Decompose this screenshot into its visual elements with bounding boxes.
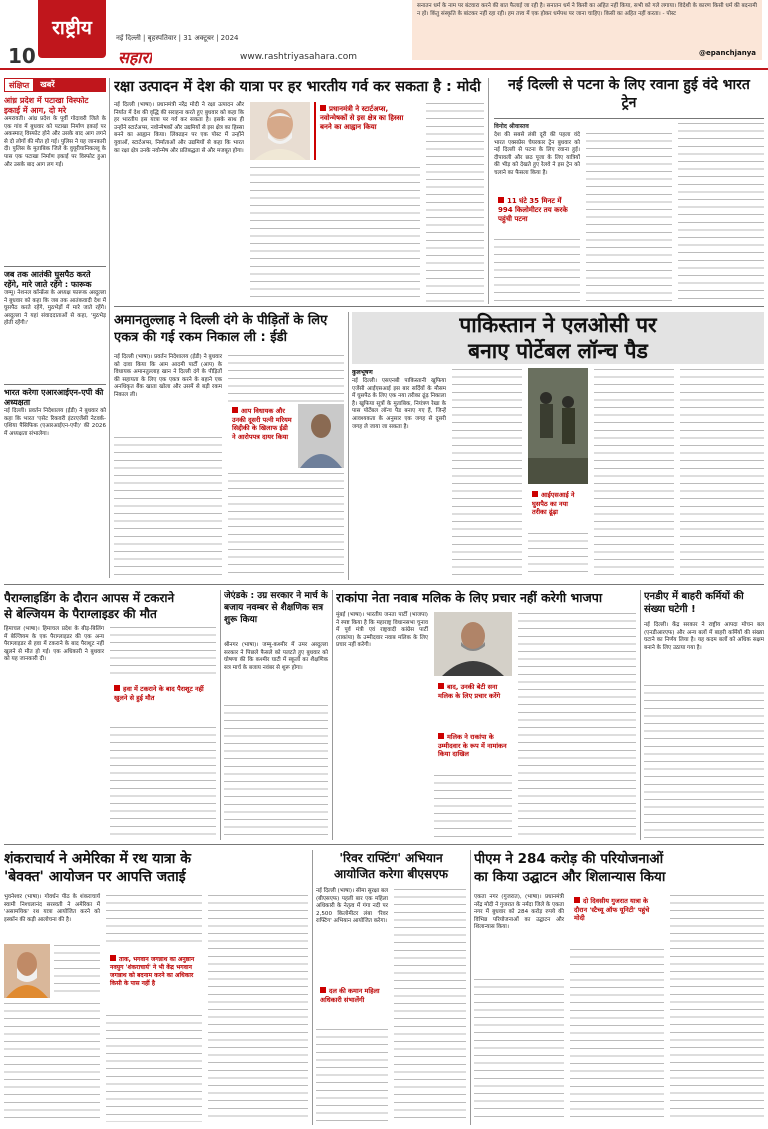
column-rule (488, 78, 489, 304)
masthead (0, 0, 768, 72)
column-rule (332, 590, 333, 840)
story-body-continued (594, 368, 674, 578)
soldiers-icon (528, 368, 588, 484)
story-headline-line-2: बनाए पोर्टेबल लॉन्च पैड (468, 339, 648, 363)
story-quote-text: मलिक ने राकांपा के उम्मीदवार के रूप में नामांकन किया दाखिल (438, 733, 507, 758)
header-quote: सनातन धर्म के नाम पर बंटवारा करने की बात फैलाई जा रही है। सनातन धर्म ने किसी का अहित नहीं किया, सभी को गले लगाया। विदेशी के कारण किसी धर्म की बदनामी न हो। किंतु संस्कृति के बांटकर नहीं रहा रही। हम तत्त्व में एक होकर धर्मपथ पर जाना चाहिए। किसी का अहित नहीं करता। - पोस्ट (417, 3, 758, 17)
sidebar-divider (4, 384, 106, 385)
story-quote (314, 102, 420, 160)
bullet-icon (320, 105, 326, 111)
story-river-rafting (316, 850, 466, 1125)
header-quote-box (412, 0, 762, 60)
story-body-continued (586, 132, 672, 302)
story-body: देश की सबसे लंबी दूरी की पहला वंदे भारत एक्सप्रेस चेयरकार ट्रेन बुधवार को नई दिल्ली से पटना के लिए रवाना हुई। दीपावली और छठ पूजा के लिए यात्रियों की भीड़ को देखते हुए रेलवे ने इस ट्रेन को चलाने का फैसला किया है। (494, 132, 580, 176)
portrait-icon (4, 944, 50, 998)
story-headline-line-2: से बेल्जियम के पैराग्लाइडर की मौत (4, 607, 157, 621)
sidebar-item-body: जम्मू। नेशनल कॉन्फ्रेंस के अध्यक्ष फारूक अब्दुल्ला ने बुधवार को कहा कि जब तक आतंकवादी देश में घुसपैठ करते रहेंगे, मुठभेड़ों में मारे जाते रहेंगे। अब्दुल्ला ने यहां संवाददाताओं से कहा, 'मुठभेड़ होती रहेंगी।' (4, 290, 106, 327)
story-byline: कुलभूषण (352, 369, 373, 376)
story-headline: राकांपा नेता नवाब मलिक के लिए प्रचार नहीं करेगी भाजपा (336, 590, 603, 605)
story-quote-text: दो दिवसीय गुजरात यात्रा के दौरान 'स्टैच्यू ऑफ यूनिटी' पहुंचे मोदी (574, 897, 650, 922)
story-quote (316, 984, 388, 1024)
shankaracharya-photo (4, 944, 50, 998)
sidebar-item-body: नई दिल्ली। प्रवर्तन निदेशालय (ईडी) ने बुधवार को कहा कि भारत 'एसेट रिकवरी इंटरएजेंसी नेटवर्क-एशिया पैसिफिक (एआरआईएन-एपी)' की 2026 में अध्यक्षता संभालेगा। (4, 408, 106, 437)
sidebar-item (4, 96, 106, 264)
story-body: नई दिल्ली। केंद्र सरकार ने राष्ट्रीय आपदा मोचन बल (एनडीआरएफ) और अन्य बलों में बाहरी कर्मियों की संख्या घटाने का निर्णय लिया है। यह कदम बलों को अधिक सक्षम बनाने के लिए उठाया गया है। (644, 622, 764, 651)
column-rule (348, 312, 349, 580)
sidebar-item-title: भारत करेगा एआरआईएन-एपी की अध्यक्षता (4, 388, 104, 407)
story-body: नई दिल्ली। एसएनबी पाकिस्तानी खुफिया एजेंसी आईएसआई इस बार सर्दियों के मौसम में घुसपैठ के लिए एक नया तरीका ढूंढ़ निकाला है। खुफिया सूत्रों के मुताबिक, नियंत्रण रेखा के पास पोर्टेबल लॉन्च पैड बनाए गए हैं, जिन्हें आवश्यकता के अनुसार एक जगह से दूसरी जगह ले जाया जा सकता है। (352, 378, 446, 430)
story-body: नई दिल्ली (भाषा)। सीमा सुरक्षा बल (बीएसएफ) पहली बार एक महिला अधिकारी के नेतृत्व में गंगा नदी पर 2,500 किलोमीटर लंबा 'रिवर राफ्टिंग' अभियान आयोजित करेगा। (316, 888, 389, 925)
story-body-continued (316, 1028, 388, 1122)
website-link[interactable]: www.rashtriyasahara.com (240, 52, 358, 62)
column-rule (220, 590, 221, 840)
paper-logo: सहारा (118, 48, 153, 67)
story-nda (644, 590, 764, 840)
story-headline-line-2: 'बेवक्त' आयोजन पर आपत्ति जताई (4, 869, 186, 885)
story-body-continued (670, 894, 764, 1122)
story-body-continued (680, 368, 764, 578)
story-body-continued (110, 626, 216, 678)
story-body-continued (4, 1002, 100, 1122)
story-body-continued (494, 238, 580, 302)
story-body: श्रीनगर (भाषा)। जम्मू-कश्मीर में उमर अब्दुल्ला सरकार ने पिछले फैसले को पलटते हुए बुधवार को घोषणा की कि कश्मीर घाटी में स्कूलों का शैक्षणिक सत्र मार्च के बजाय नवंबर से शुरू होगा। (224, 642, 328, 671)
story-paragliding (4, 590, 216, 840)
column-rule (470, 850, 471, 1125)
column-rule (312, 850, 313, 1125)
story-body-continued (224, 704, 328, 838)
story-body: नई दिल्ली (भाषा)। प्रधानमंत्री नरेंद्र मोदी ने रक्षा उत्पादन और निर्यात में देश की वृद्धि की सराहना करते हुए बुधवार को कहा कि हर भारतीय इस यात्रा पर गर्व कर सकता है। इसके साथ ही उन्होंने स्टार्टअप्स, नवोन्मेषकों और उद्यमियों से इस क्षेत्र का हिस्सा बनने का आह्वान किया। लिंक्डइन पर एक पोस्ट में उन्होंने युवाओं, स्टार्टअप्स, निर्माताओं और उद्यमियों से कहा कि भारत का रक्षा क्षेत्र उनके नवोन्मेष और प्रतिबद्धता से और मजबूत होगा। (114, 102, 245, 154)
story-modi (114, 78, 484, 304)
story-body-continued (394, 888, 466, 1122)
story-quote (228, 404, 296, 468)
story-quote (434, 680, 512, 728)
section-title: राष्ट्रीय (52, 17, 92, 39)
story-body-continued (518, 612, 636, 838)
story-body-continued (452, 368, 522, 578)
soldiers-photo (528, 368, 588, 484)
story-body-continued (474, 978, 564, 1122)
section-rule (4, 844, 764, 845)
column-rule (640, 590, 641, 840)
story-quote (106, 952, 202, 1010)
story-body-continued (228, 472, 344, 578)
ed-photo (298, 404, 344, 468)
story-headline-line-1: पाकिस्तान ने एलओसी पर (459, 313, 657, 337)
story-body-continued (434, 774, 512, 838)
bullet-icon (438, 683, 444, 689)
story-body-continued (644, 684, 764, 838)
story-body: हिमाचल (भाषा)। हिमाचल प्रदेश के बीड़-बिलिंग में बेल्जियम के एक पैराग्लाइडर की एक अन्य पैराग्लाइडर से हवा में टकराने के बाद पैराशूट नहीं खुलने से मौत हो गई। एक अधिकारी ने बुधवार को यह जानकारी दी। (4, 626, 104, 663)
malik-photo (434, 612, 512, 676)
story-quote-text: दल की कमान महिला अधिकारी संभालेंगी (320, 987, 380, 1004)
story-body: नई दिल्ली (भाषा)। प्रवर्तन निदेशालय (ईडी) ने बुधवार को दावा किया कि आम आदमी पार्टी (आप) के विधायक अमानतुल्लाह खान ने दिल्ली दंगे के पीड़ितों की सहायता के लिए एक एकत्र करने के बहाने एक अनधिकृत बैंक खाता खोला और उसमें से बड़ी रकम निकाल ली। (114, 354, 222, 398)
story-body-continued (106, 894, 202, 948)
header-handle: @epanchjanya (699, 49, 756, 57)
story-quote (434, 730, 512, 770)
story-body-continued (106, 1014, 202, 1122)
bullet-icon (114, 685, 120, 691)
sidebar-label-left: संक्षिप्त (4, 78, 34, 92)
pakistan-banner (352, 312, 764, 364)
story-body-continued (208, 894, 308, 1122)
story-headline-line-2: का किया उद्घाटन और शिलान्यास किया (474, 869, 666, 885)
story-quote-text: आईएसआई ने घुसपैठ का नया तरीका ढूंढ़ा (532, 491, 575, 516)
story-body-continued (678, 122, 764, 302)
story-ed (114, 312, 344, 580)
sidebar-item (4, 388, 106, 578)
story-quote (570, 894, 664, 944)
story-pm (474, 850, 764, 1125)
story-body-continued (110, 726, 216, 838)
story-train (494, 74, 764, 304)
bullet-icon (110, 955, 116, 961)
header-rule (0, 68, 768, 70)
sidebar-item-title: आंध्र प्रदेश में पटाखा विस्फोट इकाई में आग, दो मरे (4, 96, 89, 115)
story-quote (494, 194, 580, 234)
story-quote-text: प्रधानमंत्री ने स्टार्टअप्स, नवोन्मेषकों से इस क्षेत्र का हिस्सा बनने का आह्वान किया (320, 105, 404, 131)
sidebar-item-title: जब तक आतंकी घुसपैठ करते रहेंगे, मारे जाते रहेंगे : फारूक (4, 270, 92, 289)
story-body-continued (54, 944, 100, 998)
bullet-icon (574, 897, 580, 903)
story-headline-line-1: पीएम ने 284 करोड़ की परियोजनाओं (474, 851, 664, 867)
story-body-continued (528, 532, 588, 578)
sidebar-item (4, 270, 106, 380)
story-body: एकता नगर (गुजरात), (भाषा)। प्रधानमंत्री नरेंद्र मोदी ने गुजरात के नर्मदा जिले के एकता नगर में बुधवार को 284 करोड़ रुपये की विभिन्न परियोजनाओं का उद्घाटन और शिलान्यास किया। (474, 894, 565, 931)
story-quote-text: बाद, उनकी बेटी सना मलिक के लिए प्रचार करेंगे (438, 683, 501, 700)
story-malik (336, 590, 636, 840)
sidebar-label-right: खबरें (34, 78, 106, 92)
sidebar-label (4, 78, 106, 92)
story-headline: नई दिल्ली से पटना के लिए रवाना हुई वंदे भारत ट्रेन (508, 77, 750, 111)
story-quote (110, 682, 216, 722)
story-headline: रक्षा उत्पादन में देश की यात्रा पर हर भारतीय गर्व कर सकता है : मोदी (114, 79, 481, 95)
story-body: भुवनेश्वर (भाषा)। गोवर्धन पीठ के शंकराचार्य स्वामी निश्चलानंद सरस्वती ने अमेरिका में 'असामयिक' रथ यात्रा आयोजित करने को इस्कॉन की कड़ी आलोचना की है। (4, 894, 100, 923)
story-headline: जेएंडके : उग्र सरकार ने मार्च के बजाय नवम्बर से शैक्षणिक सत्र शुरू किया (224, 591, 328, 625)
story-pakistan (352, 312, 764, 580)
story-quote-text: आप विधायक और उनकी दूसरी पत्नी मरियम सिद्दीकी के खिलाफ ईडी ने आरोपपत्र दायर किया (232, 407, 292, 441)
portrait-icon (434, 612, 512, 676)
portrait-icon (250, 102, 310, 160)
bullet-icon (320, 987, 326, 993)
story-body-continued (426, 102, 484, 302)
column-rule (109, 78, 110, 578)
story-quote-text: हवा में टकराने के बाद पैराशूट नहीं खुलने से हुई मौत (114, 685, 204, 702)
story-quote (528, 488, 588, 528)
story-headline-line-1: 'रिवर राफ्टिंग' अभियान (339, 851, 443, 865)
story-headline-line-2: आयोजित करेगा बीएसएफ (333, 867, 449, 881)
section-rule (114, 306, 764, 307)
story-headline: अमानतुल्लाह ने दिल्ली दंगे के पीड़ितों के लिए एकत्र की गई रकम निकाल ली : ईडी (114, 313, 328, 345)
section-rule (4, 584, 764, 585)
sidebar (4, 78, 106, 578)
page-number: 10 (8, 44, 36, 68)
bullet-icon (232, 407, 238, 413)
story-body-continued (250, 166, 420, 302)
sidebar-item-body: अमरावती। आंध्र प्रदेश के पूर्वी गोदावरी जिले के एक गांव में बुधवार को पटाखा निर्माण इकाई पर अकस्मात् विस्फोट होने और उसके बाद आग लगने से दो लोगों की मौत हो गई। पुलिस ने यह जानकारी दी। पुलिस के मुताबिक जिले के वुयूरीयानिकल्लू के पास एक पटाखा निर्माण इकाई पर विस्फोट हुआ और उसके बाद आग लग गई। (4, 116, 106, 168)
story-headline-line-1: पैराग्लाइडिंग के दौरान आपस में टकराने (4, 591, 175, 605)
date-line: नई दिल्ली | बृहस्पतिवार | 31 अक्टूबर | 2024 (116, 34, 239, 42)
story-quote-text: ताक, भगवान जगन्नाथ का अनुष्ठान नवयुग 'शंकराचार्य' ने भी केंद्र भगवान जगन्नाथ को बदनाम करने का अधिकार किसी के पास नहीं है (110, 956, 195, 987)
section-tab (38, 0, 106, 58)
story-quote-text: 11 घंटे 35 मिनट में 994 किलोमीटर तय करके पहुंची पटना (498, 197, 568, 223)
bullet-icon (532, 491, 538, 497)
story-byline: विनोद श्रीवास्तव (494, 123, 529, 130)
story-body-continued (114, 436, 222, 578)
modi-photo (250, 102, 310, 160)
bullet-icon (438, 733, 444, 739)
story-body: मुंबई (भाषा)। भारतीय जनता पार्टी (भाजपा) ने स्पष्ट किया है कि महाराष्ट्र विधानसभा चुनाव में पूर्व मंत्री एवं राष्ट्रवादी कांग्रेस पार्टी (राकांपा) के उम्मीदवार नवाब मलिक के लिए प्रचार नहीं करेगी। (336, 612, 428, 649)
story-shankaracharya (4, 850, 308, 1125)
headline-rule (494, 118, 764, 119)
story-body-continued (228, 354, 344, 402)
story-headline: एनडीए में बाहरी कर्मियों की संख्या घटेगी ! (644, 591, 744, 615)
story-jk (224, 590, 328, 840)
portrait-icon (298, 404, 344, 468)
bullet-icon (498, 197, 504, 203)
sidebar-divider (4, 266, 106, 267)
story-body-continued (570, 948, 664, 1122)
story-headline-line-1: शंकराचार्य ने अमेरिका में रथ यात्रा के (4, 851, 191, 867)
